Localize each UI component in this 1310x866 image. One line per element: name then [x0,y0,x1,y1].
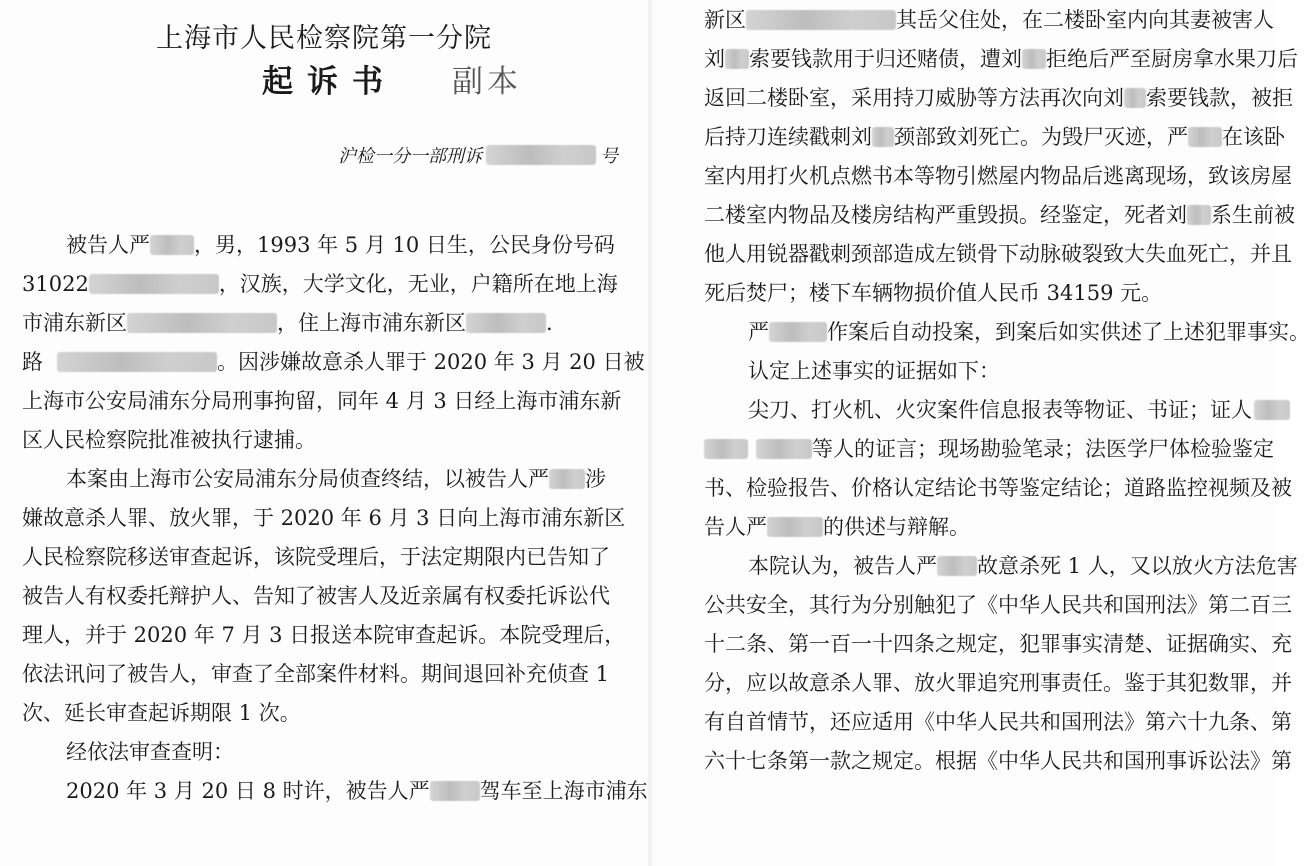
text-line: 尖刀、打火机、火灾案件信息报表等物证、书证；证人 [748,398,1290,422]
left-page [0,0,648,866]
text-line: 经依法审查查明： [66,740,234,764]
redaction [1187,205,1211,225]
text-line: 2020 年 3 月 20 日 8 时许，被告人严 驾车至上海市浦东 [66,779,648,803]
redaction [466,313,546,333]
redaction [1254,400,1290,420]
text-line: 路 。因涉嫌故意杀人罪于 2020 年 3 月 20 日被 [22,350,645,374]
text-line: 有自首情节，还应适用《中华人民共和国刑法》第六十九条、第 [704,710,1292,734]
text-line: 十二条、第一百一十四条之规定，犯罪事实清楚、证据确实、充 [704,632,1292,656]
text-line: 次、延长审查起诉期限 1 次。 [22,701,301,725]
redaction [767,517,823,537]
redaction [937,556,977,576]
doc-number-prefix: 沪检一分一部刑诉 [338,146,482,167]
text-line: 31022 ，汉族，大学文化，无业，户籍所在地上海 [22,272,618,296]
text-line: 新区 其岳父住处，在二楼卧室内向其妻被害人 [704,8,1274,32]
text-line: 依法讯问了被告人，审查了全部案件材料。期间退回补充侦查 1 [22,662,610,686]
text-line: 被告人严 ，男，1993 年 5 月 10 日生，公民身份号码 [66,233,615,257]
text-line: 六十七条第一款之规定。根据《中华人民共和国刑事诉讼法》第 [704,749,1292,773]
text-line: 后持刀连续戳刺刘 颈部致刘死亡。为毁尸灭迹，严 在该卧 [704,125,1285,149]
right-page [652,0,1310,866]
redaction [746,10,896,30]
redaction [127,313,277,333]
doc-number-suffix: 号 [600,146,618,167]
redaction [89,274,219,294]
text-line: 公共安全，其行为分别触犯了《中华人民共和国刑法》第二百三 [704,593,1292,617]
redaction [150,235,194,255]
redaction [549,469,585,489]
text-line: 书、检验报告、价格认定结论书等鉴定结论；道路监控视频及被 [704,476,1292,500]
redaction [725,49,749,69]
text-line: 市浦东新区 ，住上海市浦东新区 . [22,311,553,335]
text-line: 本案由上海市公安局浦东分局侦查终结，以被告人严 涉 [66,467,606,491]
text-line: 他人用锐器戳刺颈部造成左锁骨下动脉破裂致大失血死亡，并且 [704,242,1292,266]
redaction [769,322,827,342]
text-line: 告人严 的供述与辩解。 [704,515,970,539]
text-line: 死后焚尸；楼下车辆物损价值人民币 34159 元。 [704,281,1163,305]
text-line: 等人的证言；现场勘验笔录；法医学尸体检验鉴定 [704,437,1274,461]
text-line: 本院认为，被告人严 故意杀死 1 人，又以放火方法危害 [748,554,1298,578]
text-line: 上海市公安局浦东分局刑事拘留，同年 4 月 3 日经上海市浦东新 [22,389,622,413]
text-line: 严 作案后自动投案，到案后如实供述了上述犯罪事实。 [748,320,1310,344]
redaction [872,127,894,147]
copy-stamp: 副本 [452,64,522,100]
text-line: 区人民检察院批准被执行逮捕。 [22,428,316,452]
text-line: 认定上述事实的证据如下： [748,359,1000,383]
text-line: 二楼室内物品及楼房结构严重毁损。经鉴定，死者刘 系生前被 [704,203,1295,227]
redaction [1022,49,1046,69]
document-type-title: 起诉书 [262,64,397,100]
document-number [338,142,618,168]
text-line: 刘 索要钱款用于归还赌债，遭刘 拒绝后严至厨房拿水果刀后 [704,47,1298,71]
redaction [486,145,596,165]
text-line: 被告人有权委托辩护人、告知了被害人及近亲属有权委托诉讼代 [22,584,610,608]
procuratorate-title: 上海市人民检察院第一分院 [156,23,492,54]
text-line: 理人，并于 2020 年 7 月 3 日报送本院审查起诉。本院受理后， [22,623,626,647]
text-line: 人民检察院移送审查起诉，该院受理后，于法定期限内已告知了 [22,545,610,569]
redaction [704,439,748,459]
text-line: 分，应以故意杀人罪、放火罪追究刑事责任。鉴于其犯数罪，并 [704,671,1292,695]
redaction [57,352,217,372]
redaction [756,439,812,459]
redaction [1188,127,1222,147]
redaction [1124,88,1146,108]
redaction [430,781,480,801]
text-line: 室内用打火机点燃书本等物引燃屋内物品后逃离现场，致该房屋 [704,164,1292,188]
text-line: 返回二楼卧室，采用持刀威胁等方法再次向刘 索要钱款，被拒 [704,86,1293,110]
text-line: 嫌故意杀人罪、放火罪，于 2020 年 6 月 3 日向上海市浦东新区 [22,506,626,530]
